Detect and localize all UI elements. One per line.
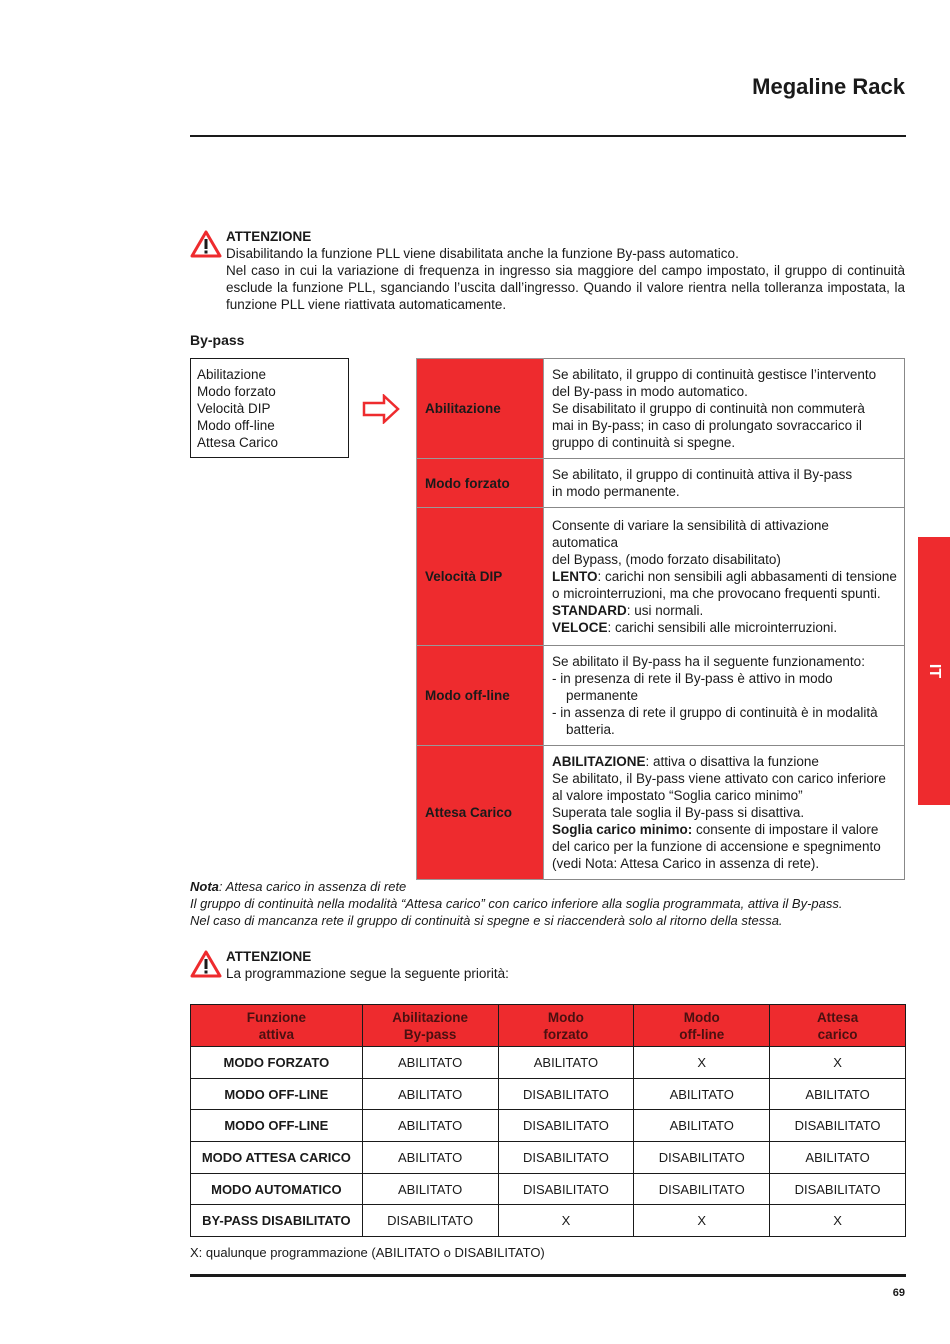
table-cell: MODO OFF-LINE [191, 1078, 363, 1110]
table-cell: MODO ATTESA CARICO [191, 1142, 363, 1174]
table-row [191, 1173, 906, 1205]
desc-line: Superata tale soglia il By-pass si disattiva. [552, 805, 805, 820]
table-cell: ABILITATO [362, 1110, 498, 1142]
menu-item: Attesa Carico [197, 435, 279, 450]
desc-line: Consente di variare la sensibilità di attivazione automatica [552, 518, 829, 550]
table-cell: ABILITATO [362, 1047, 498, 1079]
warning-block-priority [226, 948, 905, 982]
desc-line: del carico per la funzione di accensione e spegnimento [552, 839, 881, 854]
language-tab [918, 537, 950, 805]
table-row [191, 1205, 906, 1237]
table-row [417, 746, 905, 880]
table-cell: X [770, 1205, 906, 1237]
desc-line: Se abilitato, il gruppo di continuità gestisce l’intervento [552, 367, 877, 382]
bypass-definitions-table [416, 358, 905, 880]
desc-text: consente di impostare il valore [692, 822, 879, 837]
desc-line [552, 602, 898, 619]
table-cell: ABILITATO [498, 1047, 634, 1079]
table-cell: ABILITATO [634, 1110, 770, 1142]
menu-item: Modo off-line [197, 418, 275, 433]
desc-line: Se abilitato il By-pass ha il seguente funzionamento: [552, 654, 865, 669]
table-row [417, 459, 905, 508]
bullet-item: - in assenza di rete il gruppo di continuità è in modalità batteria. [552, 705, 878, 737]
page-number: 69 [892, 1287, 905, 1299]
table-cell: DISABILITATO [498, 1078, 634, 1110]
warning-line: Nel caso in cui la variazione di frequenza in ingresso sia maggiore del campo impostato, il gruppo di continuità esclude la funzione PLL, sganciando l’uscita dall’ingresso. Quando il valore rientra nella tolleranza impostata, la funzione PLL viene riattivata automaticamente. [226, 263, 905, 312]
table-header-row [191, 1005, 906, 1047]
desc-line: al valore impostato “Soglia carico minimo” [552, 788, 803, 803]
keyword-abilitazione: ABILITAZIONE [552, 754, 646, 769]
note-line: Il gruppo di continuità nella modalità “Attesa carico” con carico inferiore alla soglia programmata, attiva il By-pass. [190, 896, 843, 911]
table-cell: ABILITATO [362, 1173, 498, 1205]
desc-line: Se abilitato, il By-pass viene attivato con carico inferiore [552, 771, 886, 786]
table-cell: MODO OFF-LINE [191, 1110, 363, 1142]
document-title: Megaline Rack [752, 74, 905, 99]
table-cell: ABILITATO [770, 1142, 906, 1174]
description-cell [544, 746, 905, 880]
table-cell: MODO AUTOMATICO [191, 1173, 363, 1205]
table-cell: DISABILITATO [498, 1173, 634, 1205]
description-cell [544, 646, 905, 746]
desc-text: : carichi sensibili alle microinterruzioni. [607, 620, 838, 635]
note-label: Nota [190, 879, 219, 894]
table-cell: BY-PASS DISABILITATO [191, 1205, 363, 1237]
warning-line: Disabilitando la funzione PLL viene disabilitata anche la funzione By-pass automatico. [226, 246, 739, 261]
note-title-text: : Attesa carico in assenza di rete [218, 879, 407, 894]
keyword-standard: STANDARD [552, 603, 627, 618]
keyword-soglia: Soglia carico minimo: [552, 822, 693, 837]
table-cell: ABILITATO [634, 1078, 770, 1110]
desc-line: in modo permanente. [552, 484, 680, 499]
keyword-lento: LENTO [552, 569, 598, 584]
table-cell: DISABILITATO [770, 1173, 906, 1205]
menu-item: Modo forzato [197, 384, 276, 399]
table-cell: DISABILITATO [634, 1142, 770, 1174]
desc-line: (vedi Nota: Attesa Carico in assenza di rete). [552, 856, 820, 871]
table-legend: X: qualunque programmazione (ABILITATO o DISABILITATO) [190, 1245, 545, 1260]
table-row [191, 1142, 906, 1174]
table-cell: ABILITATO [770, 1078, 906, 1110]
desc-line: gruppo di continuità si spegne. [552, 435, 736, 450]
priority-table [190, 1004, 906, 1237]
desc-text: : attiva o disattiva la funzione [645, 754, 819, 769]
desc-line: Se disabilitato il gruppo di continuità non commuterà [552, 401, 865, 416]
desc-text: : carichi non sensibili agli abbasamenti di tensione [597, 569, 897, 584]
warning-icon [190, 950, 222, 978]
description-cell [544, 359, 905, 459]
desc-line [552, 821, 898, 838]
bypass-menu-box [190, 358, 349, 458]
bullet-item: - in presenza di rete il By-pass è attivo in modo permanente [552, 671, 833, 703]
desc-line [552, 568, 898, 585]
table-cell: DISABILITATO [362, 1205, 498, 1237]
table-row [417, 646, 905, 746]
term-cell: Modo off-line [417, 646, 544, 746]
column-header: Abilitazione By-pass [362, 1005, 498, 1047]
table-row [417, 508, 905, 646]
description-cell [544, 508, 905, 646]
table-cell: X [498, 1205, 634, 1237]
table-row [417, 359, 905, 459]
term-cell: Modo forzato [417, 459, 544, 508]
column-header: Modo forzato [498, 1005, 634, 1047]
table-cell: ABILITATO [362, 1078, 498, 1110]
table-cell: DISABILITATO [498, 1110, 634, 1142]
column-header: Modo off-line [634, 1005, 770, 1047]
desc-line: del Bypass, (modo forzato disabilitato) [552, 552, 781, 567]
section-title-bypass: By-pass [190, 332, 245, 348]
warning-block-pll [226, 228, 905, 313]
table-cell: X [634, 1205, 770, 1237]
footer-rule [190, 1274, 906, 1277]
table-row [191, 1110, 906, 1142]
table-cell: DISABILITATO [498, 1142, 634, 1174]
table-cell: DISABILITATO [770, 1110, 906, 1142]
desc-line: o microinterruzioni, ma che provocano frequenti spunti. [552, 586, 881, 601]
arrow-right-icon [362, 394, 400, 424]
keyword-veloce: VELOCE [552, 620, 608, 635]
table-cell: X [770, 1047, 906, 1079]
warning-heading: ATTENZIONE [226, 949, 312, 964]
table-cell: MODO FORZATO [191, 1047, 363, 1079]
desc-line: mai in By-pass; in caso di prolungato sovraccarico il [552, 418, 862, 433]
column-header: Attesa carico [770, 1005, 906, 1047]
column-header: Funzione attiva [191, 1005, 363, 1047]
note-title [190, 878, 906, 895]
term-cell: Abilitazione [417, 359, 544, 459]
desc-text: : usi normali. [626, 603, 704, 618]
table-cell: ABILITATO [362, 1142, 498, 1174]
menu-item: Abilitazione [197, 367, 267, 382]
note-line: Nel caso di mancanza rete il gruppo di continuità si spegne e si riaccenderà solo al ritorno della stessa. [190, 913, 783, 928]
language-tab-label: IT [926, 663, 943, 679]
warning-icon [190, 230, 222, 258]
desc-line [552, 619, 898, 636]
header-rule [190, 135, 906, 137]
table-cell: X [634, 1047, 770, 1079]
desc-line: Se abilitato, il gruppo di continuità attiva il By-pass [552, 467, 853, 482]
table-row [191, 1078, 906, 1110]
term-cell: Velocità DIP [417, 508, 544, 646]
desc-line: del By-pass in modo automatico. [552, 384, 748, 399]
warning-heading: ATTENZIONE [226, 229, 312, 244]
table-row [191, 1047, 906, 1079]
table-cell: DISABILITATO [634, 1173, 770, 1205]
note-block [190, 878, 906, 929]
warning-line: La programmazione segue la seguente priorità: [226, 966, 509, 981]
desc-line [552, 753, 898, 770]
term-cell: Attesa Carico [417, 746, 544, 880]
description-cell [544, 459, 905, 508]
menu-item: Velocità DIP [197, 401, 271, 416]
